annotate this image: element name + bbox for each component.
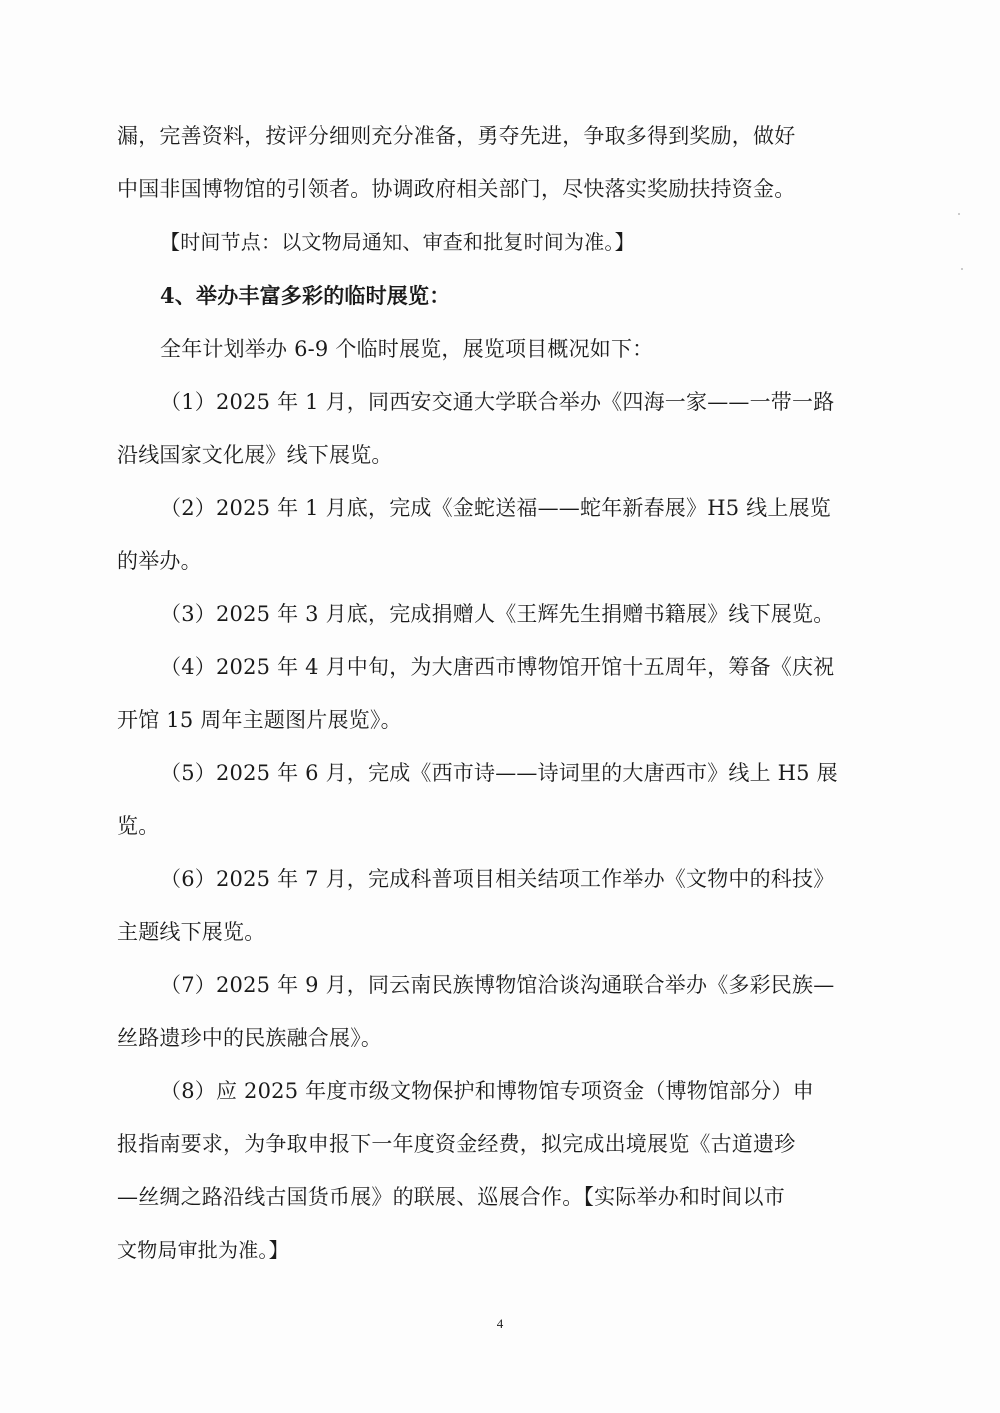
section-heading-temporary-exhibitions: 4、举办丰富多彩的临时展览： — [160, 283, 451, 308]
exhibition-item-3: （3）2025 年 3 月底，完成捐赠人《王辉先生捐赠书籍展》线下展览。 — [160, 602, 835, 626]
exhibition-item-7-line-2: 丝路遗珍中的民族融合展》。 — [117, 1026, 383, 1050]
time-node-note: 【时间节点：以文物局通知、审查和批复时间为准。】 — [160, 230, 635, 254]
exhibition-overview-intro: 全年计划举办 6-9 个临时展览，展览项目概况如下： — [160, 337, 654, 361]
exhibition-item-8-line-4: 文物局审批为准。】 — [117, 1238, 289, 1262]
exhibition-item-6-line-2: 主题线下展览。 — [117, 920, 266, 944]
exhibition-item-7-line-1: （7）2025 年 9 月，同云南民族博物馆洽谈沟通联合举办《多彩民族— — [160, 973, 835, 997]
scan-speck — [961, 268, 963, 270]
scan-speck — [958, 213, 960, 215]
exhibition-item-8-line-1: （8）应 2025 年度市级文物保护和博物馆专项资金（博物馆部分）申 — [160, 1079, 814, 1103]
exhibition-item-8-line-3: —丝绸之路沿线古国货币展》的联展、巡展合作。【实际举办和时间以市 — [117, 1185, 785, 1209]
exhibition-item-5-line-2: 览。 — [117, 814, 160, 838]
exhibition-item-1-line-2: 沿线国家文化展》线下展览。 — [117, 443, 393, 467]
paragraph-line-1: 漏，完善资料，按评分细则充分准备，勇夺先进，争取多得到奖励，做好 — [117, 124, 796, 148]
exhibition-item-4-line-2: 开馆 15 周年主题图片展览》。 — [117, 708, 402, 732]
exhibition-item-2-line-2: 的举办。 — [117, 549, 202, 573]
page-number: 4 — [496, 1316, 504, 1331]
exhibition-item-6-line-1: （6）2025 年 7 月，完成科普项目相关结项工作举办《文物中的科技》 — [160, 867, 835, 891]
exhibition-item-4-line-1: （4）2025 年 4 月中旬，为大唐西市博物馆开馆十五周年，筹备《庆祝 — [160, 655, 835, 679]
paragraph-line-2: 中国非国博物馆的引领者。协调政府相关部门，尽快落实奖励扶持资金。 — [117, 177, 796, 201]
exhibition-item-5-line-1: （5）2025 年 6 月，完成《西市诗——诗词里的大唐西市》线上 H5 展 — [160, 761, 838, 785]
exhibition-item-2-line-1: （2）2025 年 1 月底，完成《金蛇送福——蛇年新春展》H5 线上展览 — [160, 496, 831, 520]
exhibition-item-1-line-1: （1）2025 年 1 月，同西安交通大学联合举办《四海一家——一带一路 — [160, 390, 835, 414]
exhibition-item-8-line-2: 报指南要求，为争取申报下一年度资金经费，拟完成出境展览《古道遗珍 — [117, 1132, 796, 1156]
